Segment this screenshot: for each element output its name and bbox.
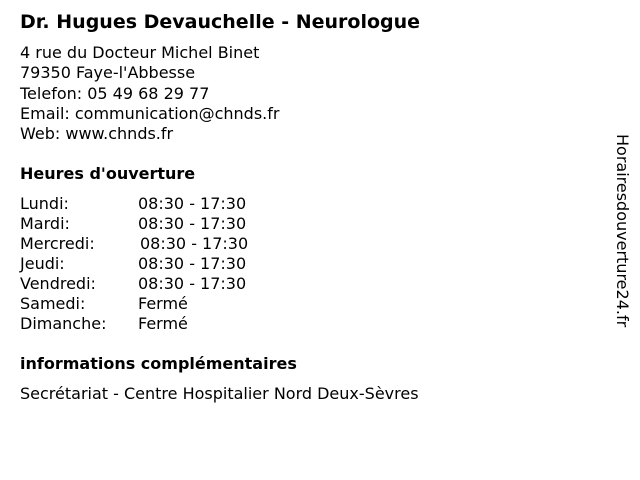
- day-label: Dimanche:: [20, 314, 107, 333]
- time-value: 08:30 - 17:30: [138, 254, 247, 273]
- day-label: Mardi:: [20, 214, 70, 233]
- time-value: 08:30 - 17:30: [138, 214, 247, 233]
- time-value: 08:30 - 17:30: [138, 274, 247, 293]
- day-label: Jeudi:: [20, 254, 65, 273]
- additional-info-text: Secrétariat - Centre Hospitalier Nord Deux-Sèvres: [20, 384, 419, 403]
- site-watermark: Horairesdouverture24.fr: [613, 134, 632, 328]
- address-block: [20, 43, 279, 144]
- time-value: 08:30 - 17:30: [140, 234, 249, 253]
- street-address: 4 rue du Docteur Michel Binet: [20, 43, 260, 62]
- day-label: Mercredi:: [20, 234, 95, 253]
- opening-hours-heading: Heures d'ouverture: [20, 164, 196, 183]
- time-value: 08:30 - 17:30: [138, 194, 247, 213]
- day-label: Vendredi:: [20, 274, 96, 293]
- page-title: Dr. Hugues Devauchelle - Neurologue: [20, 11, 421, 33]
- day-label: Samedi:: [20, 294, 86, 313]
- time-value: Fermé: [138, 314, 188, 333]
- additional-info-heading: informations complémentaires: [20, 354, 297, 373]
- day-label: Lundi:: [20, 194, 69, 213]
- time-value: Fermé: [138, 294, 188, 313]
- city-address: 79350 Faye-l'Abbesse: [20, 63, 196, 83]
- phone-number: Telefon: 05 49 68 29 77: [20, 83, 210, 103]
- email-address: Email: communication@chnds.fr: [20, 103, 280, 123]
- website: Web: www.chnds.fr: [20, 124, 174, 144]
